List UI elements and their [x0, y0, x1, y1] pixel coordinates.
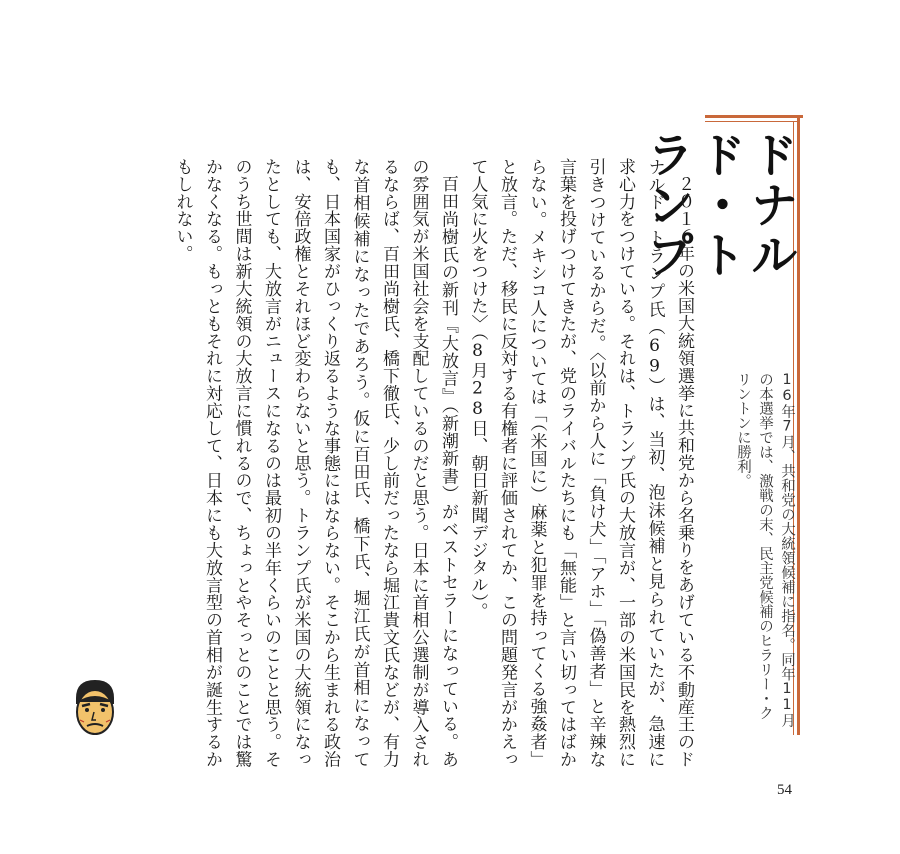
paragraph-1: ２０１６年の米国大統領選挙に共和党から名乗りをあげている不動産王のドナルド・トランプ氏（69）は、当初、泡沫候補と見られていたが、急速に求心力をつけている。それは、トランプ氏の大放言が、一部の米国民を熱烈に引きつけているからだ。〈以前から人に「負け犬」「アホ」「偽善者」と辛辣な言葉を投げつけてきたが、党のライバルたちにも「無能」と言い切ってはばからない。メキシコ人については「（米国に）麻薬と犯罪を持ってくる強姦者」と放言。ただ、移民に反対する有権者に評価されてか、この問題発言がかえって人気に火をつけた〉（8月28日、朝日新聞デジタル）。 — [467, 158, 694, 768]
title-frame-top — [705, 115, 803, 118]
paragraph-2: 百田尚樹氏の新刊『大放言』（新潮新書）がベストセラーになっている。あの雰囲気が米国社会を支配しているのだと思う。日本に首相公選制が導入されるならば、百田尚樹氏、橋下徹氏、少し前だったなら堀江貴文氏などが、有力な首相候補になったであろう。仮に百田氏、橋下氏、堀江氏が首相になっても、日本国家がひっくり返るような事態にはならない。そこから生まれる政治は、安倍政権とそれほど変わらないと思う。トランプ氏が米国の大統領になったとしても、大放言がニュースになるのは最初の半年くらいのことと思う。そのうち世間は新大統領の大放言に慣れるので、ちょっとやそっとのことでは驚かなくなる。もっともそれに対応して、日本にも大放言型の首相が誕生するかもしれない。 — [172, 158, 458, 768]
title-frame-top-inner — [705, 121, 799, 122]
cartoon-face-illustration — [70, 676, 120, 738]
body-text — [118, 158, 698, 768]
title-caption: 16年7月、共和党の大統領候補に指名。同年11月の本選挙では、激戦の末、民主党候補のヒラリー・クリントンに勝利。 — [735, 372, 795, 728]
page-number: 54 — [777, 782, 792, 798]
page-title: ドナルド・トランプ — [638, 130, 798, 280]
